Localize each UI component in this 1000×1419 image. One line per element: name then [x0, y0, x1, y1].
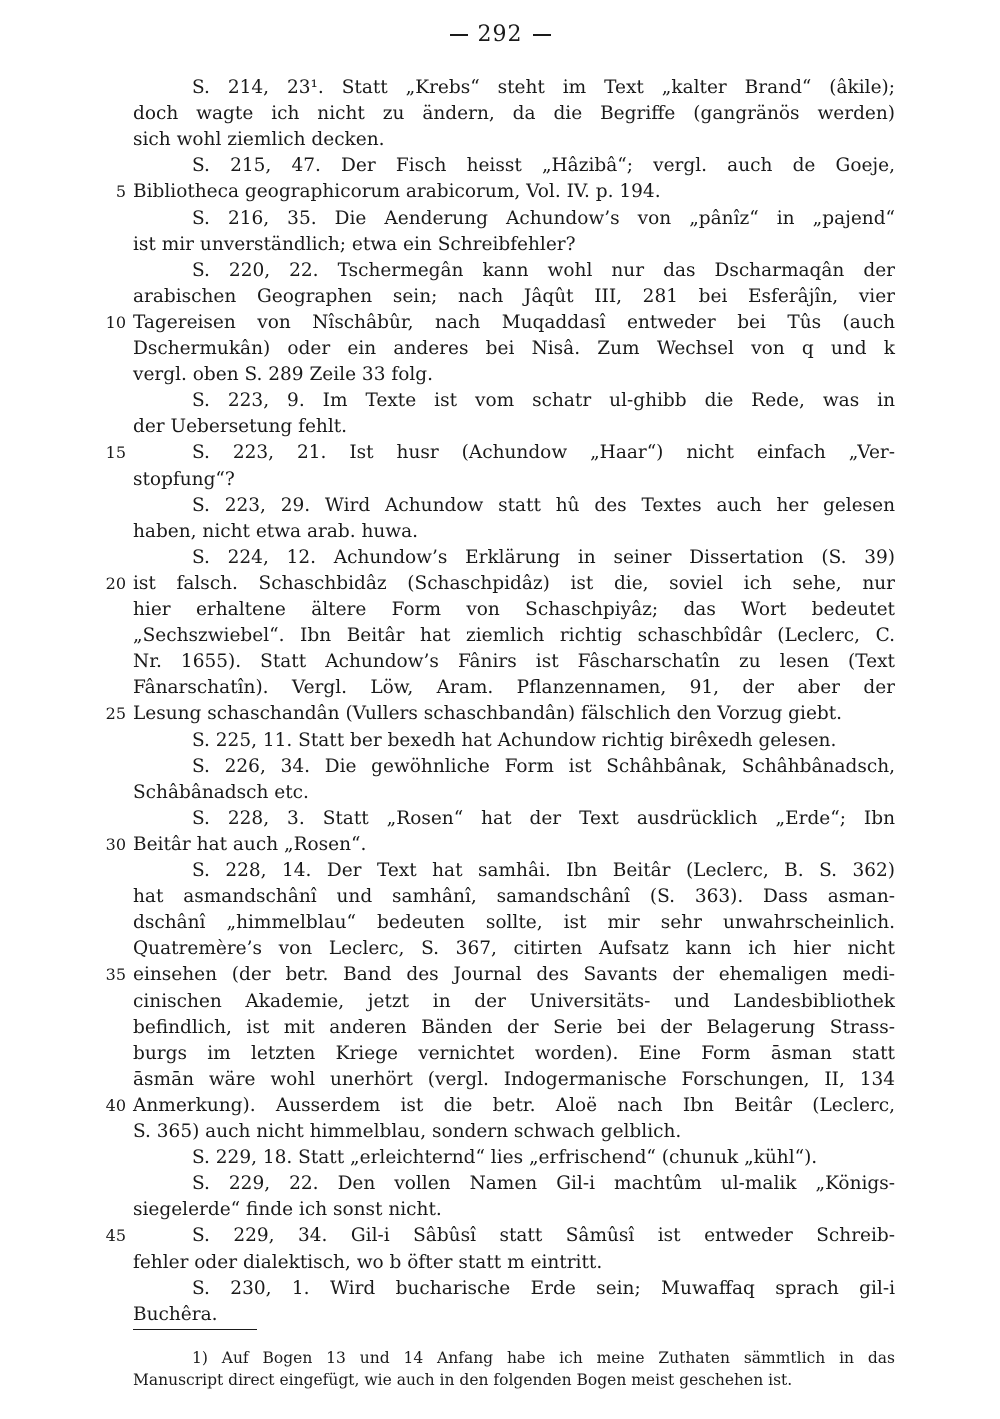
text-line: hat asmandschânî und samhânî, samandschânî (S. 363). Dass asman-: [133, 886, 895, 908]
line-number: 25: [105, 704, 126, 724]
line-number: 40: [105, 1095, 126, 1115]
footnote-line: 1) Auf Bogen 13 und 14 Anfang habe ich meine Zuthaten sämmtlich in das: [192, 1349, 895, 1367]
text-line: S. 230, 1. Wird bucharische Erde sein; Muwaffaq sprach gil-i: [192, 1277, 895, 1299]
text-line: Nr. 1655). Statt Achundow’s Fânirs ist Fâscharschatîn zu lesen (Text: [133, 651, 895, 673]
page-number: 292: [477, 22, 523, 47]
line-number: 20: [105, 573, 126, 593]
text-line: der Uebersetung fehlt.: [133, 416, 348, 438]
text-line: S. 224, 12. Achundow’s Erklärung in seiner Dissertation (S. 39): [192, 546, 895, 568]
text-line: S. 220, 22. Tschermegân kann wohl nur das Dscharmaqân der: [192, 259, 895, 281]
text-line: Schâbânadsch etc.: [133, 781, 309, 803]
text-line: S. 215, 47. Der Fisch heisst „Hâzibâ“; vergl. auch de Goeje,: [192, 155, 895, 177]
text-line: cinischen Akademie, jetzt in der Universitäts- und Landesbibliothek: [133, 990, 895, 1012]
text-line: Fânarschatîn). Vergl. Löw, Aram. Pflanzennamen, 91, der aber der: [133, 677, 895, 699]
text-line: S. 216, 35. Die Aenderung Achundow’s von „pânîz“ in „pajend“: [192, 207, 895, 229]
line-number: 35: [105, 965, 126, 985]
text-line: einsehen (der betr. Band des Journal des Savants der ehemaligen medi-: [133, 964, 895, 986]
line-number: 45: [105, 1226, 126, 1246]
text-line: Quatremère’s von Leclerc, S. 367, citirten Aufsatz kann ich hier nicht: [133, 938, 895, 960]
line-number: 30: [105, 834, 126, 854]
text-line: āsmān wäre wohl unerhört (vergl. Indogermanische Forschungen, II, 134: [133, 1068, 895, 1090]
text-line: S. 365) auch nicht himmelblau, sondern schwach gelblich.: [133, 1121, 682, 1142]
text-line: doch wagte ich nicht zu ändern, da die Begriffe (gangränös werden): [133, 103, 895, 125]
text-line: S. 229, 34. Gil-i Sâbûsî statt Sâmûsî ist entweder Schreib-: [192, 1225, 895, 1247]
text-line: S. 225, 11. Statt ber bexedh hat Achundow richtig birêxedh gelesen.: [192, 729, 837, 751]
text-line: fehler oder dialektisch, wo b öfter statt m eintritt.: [133, 1251, 603, 1273]
text-line: haben, nicht etwa arab. huwa.: [133, 520, 419, 542]
text-line: Beitâr hat auch „Rosen“.: [133, 833, 367, 855]
header-dash-left: [450, 34, 468, 36]
line-number: 5: [115, 182, 126, 202]
text-line: S. 214, 23¹. Statt „Krebs“ steht im Text „kalter Brand“ (âkile);: [192, 77, 895, 98]
text-line: S. 223, 29. Wird Achundow statt hû des Textes auch her gelesen: [192, 494, 895, 516]
text-line: Tagereisen von Nîschâbûr, nach Muqaddasî entweder bei Tûs (auch: [133, 311, 895, 333]
footnote-rule: [133, 1329, 257, 1330]
text-line: dschânî „himmelblau“ bedeuten sollte, ist mir sehr unwahrscheinlich.: [133, 912, 895, 934]
text-line: Lesung schaschandân (Vullers schaschbandân) fälschlich den Vorzug giebt.: [133, 703, 843, 725]
page-header: [0, 22, 1000, 47]
text-line: S. 226, 34. Die gewöhnliche Form ist Schâhbânak, Schâhbânadsch,: [192, 755, 895, 777]
text-line: S. 228, 14. Der Text hat samhâi. Ibn Beitâr (Leclerc, B. S. 362): [192, 860, 895, 881]
line-number: 10: [105, 312, 126, 332]
text-line: S. 223, 9. Im Texte ist vom schatr ul-ghibb die Rede, was in: [192, 390, 895, 412]
text-line: stopfung“?: [133, 468, 235, 490]
text-line: vergl. oben S. 289 Zeile 33 folg.: [133, 364, 433, 386]
text-line: hier erhaltene ältere Form von Schaschpiyâz; das Wort bedeutet: [133, 599, 895, 620]
text-line: Bibliotheca geographicorum arabicorum, Vol. IV. p. 194.: [133, 181, 661, 203]
text-line: befindlich, ist mit anderen Bänden der Serie bei der Belagerung Strass-: [133, 1016, 895, 1038]
footnote-line: Manuscript direct eingefügt, wie auch in den folgenden Bogen meist geschehen ist.: [133, 1371, 793, 1389]
text-line: Buchêra.: [133, 1303, 218, 1325]
text-line: arabischen Geographen sein; nach Jâqût III, 281 bei Esferâjîn, vier: [133, 285, 895, 307]
text-line: siegelerde“ finde ich sonst nicht.: [133, 1199, 442, 1221]
text-line: S. 228, 3. Statt „Rosen“ hat der Text ausdrücklich „Erde“; Ibn: [192, 807, 895, 829]
text-line: S. 229, 22. Den vollen Namen Gil-i machtûm ul-malik „Königs-: [192, 1173, 895, 1195]
text-line: „Sechszwiebel“. Ibn Beitâr hat ziemlich richtig schaschbîdâr (Leclerc, C.: [133, 625, 895, 647]
text-line: ist mir unverständlich; etwa ein Schreibfehler?: [133, 233, 576, 255]
text-line: Dschermukân) oder ein anderes bei Nisâ. Zum Wechsel von q und k: [133, 338, 895, 359]
text-line: sich wohl ziemlich decken.: [133, 129, 385, 151]
text-line: S. 229, 18. Statt „erleichternd“ lies „erfrischend“ (chunuk „kühl“).: [192, 1147, 818, 1169]
line-number: 15: [105, 443, 126, 463]
header-dash-right: [533, 34, 551, 36]
text-line: burgs im letzten Kriege vernichtet worden). Eine Form āsman statt: [133, 1042, 895, 1064]
text-line: Anmerkung). Ausserdem ist die betr. Aloë nach Ibn Beitâr (Leclerc,: [133, 1094, 895, 1116]
text-line: S. 223, 21. Ist husr (Achundow „Haar“) nicht einfach „Ver-: [192, 442, 895, 464]
text-line: ist falsch. Schaschbidâz (Schaschpidâz) ist die, soviel ich sehe, nur: [133, 572, 895, 594]
